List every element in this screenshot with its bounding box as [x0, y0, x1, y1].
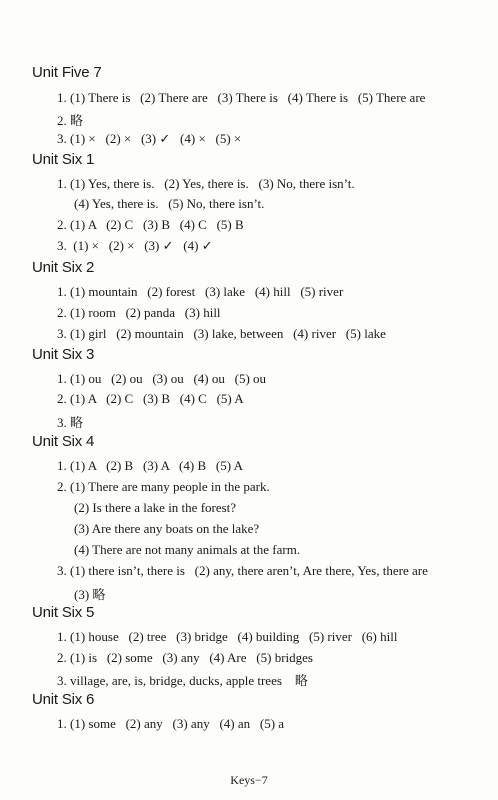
- answer-line: 2. (1) A (2) C (3) B (4) C (5) B: [57, 217, 244, 232]
- unit-heading: Unit Six 6: [32, 691, 95, 708]
- answer-line: 1. (1) A (2) B (3) A (4) B (5) A: [57, 458, 243, 473]
- answer-line: 3. (1) × (2) × (3) ✓ (4) × (5) ×: [57, 131, 242, 146]
- answer-line: (4) There are not many animals at the farm.: [74, 542, 301, 557]
- unit-heading: Unit Six 2: [32, 259, 95, 276]
- page-number: Keys−7: [230, 773, 268, 787]
- answer-line: 2. (1) is (2) some (3) any (4) Are (5) bridges: [57, 650, 313, 665]
- answer-line: (3) Are there any boats on the lake?: [74, 521, 260, 536]
- answer-line: 1. (1) house (2) tree (3) bridge (4) building (5) river (6) hill: [57, 629, 398, 644]
- answer-line: 1. (1) There is (2) There are (3) There is (4) There is (5) There are: [57, 90, 426, 105]
- answer-line: 3. (1) there isn’t, there is (2) any, there aren’t, Are there, Yes, there are: [57, 563, 428, 578]
- answer-line: 1. (1) mountain (2) forest (3) lake (4) hill (5) river: [57, 284, 344, 299]
- unit-heading: Unit Six 3: [32, 346, 95, 363]
- answer-line: (4) Yes, there is. (5) No, there isn’t.: [74, 196, 265, 211]
- unit-heading: Unit Six 4: [32, 433, 95, 450]
- answer-line: 3. 略: [57, 415, 84, 430]
- answer-line: 1. (1) ou (2) ou (3) ou (4) ou (5) ou: [57, 371, 267, 386]
- unit-heading: Unit Six 5: [32, 604, 95, 621]
- answer-line: 2. (1) A (2) C (3) B (4) C (5) A: [57, 391, 244, 406]
- answer-line: 3. village, are, is, bridge, ducks, apple trees 略: [57, 673, 308, 688]
- unit-heading: Unit Five 7: [32, 64, 102, 81]
- answer-line: 2. (1) room (2) panda (3) hill: [57, 305, 221, 320]
- answer-line: 3. (1) × (2) × (3) ✓ (4) ✓: [57, 238, 213, 253]
- answer-line: (2) Is there a lake in the forest?: [74, 500, 237, 515]
- answer-line: 1. (1) Yes, there is. (2) Yes, there is. (3) No, there isn’t.: [57, 176, 355, 191]
- unit-heading: Unit Six 1: [32, 151, 95, 168]
- answer-line: (3) 略: [74, 587, 106, 602]
- answer-line: 1. (1) some (2) any (3) any (4) an (5) a: [57, 716, 285, 731]
- answer-line: 2. 略: [57, 113, 84, 128]
- answer-line: 2. (1) There are many people in the park.: [57, 479, 270, 494]
- answer-line: 3. (1) girl (2) mountain (3) lake, between (4) river (5) lake: [57, 326, 386, 341]
